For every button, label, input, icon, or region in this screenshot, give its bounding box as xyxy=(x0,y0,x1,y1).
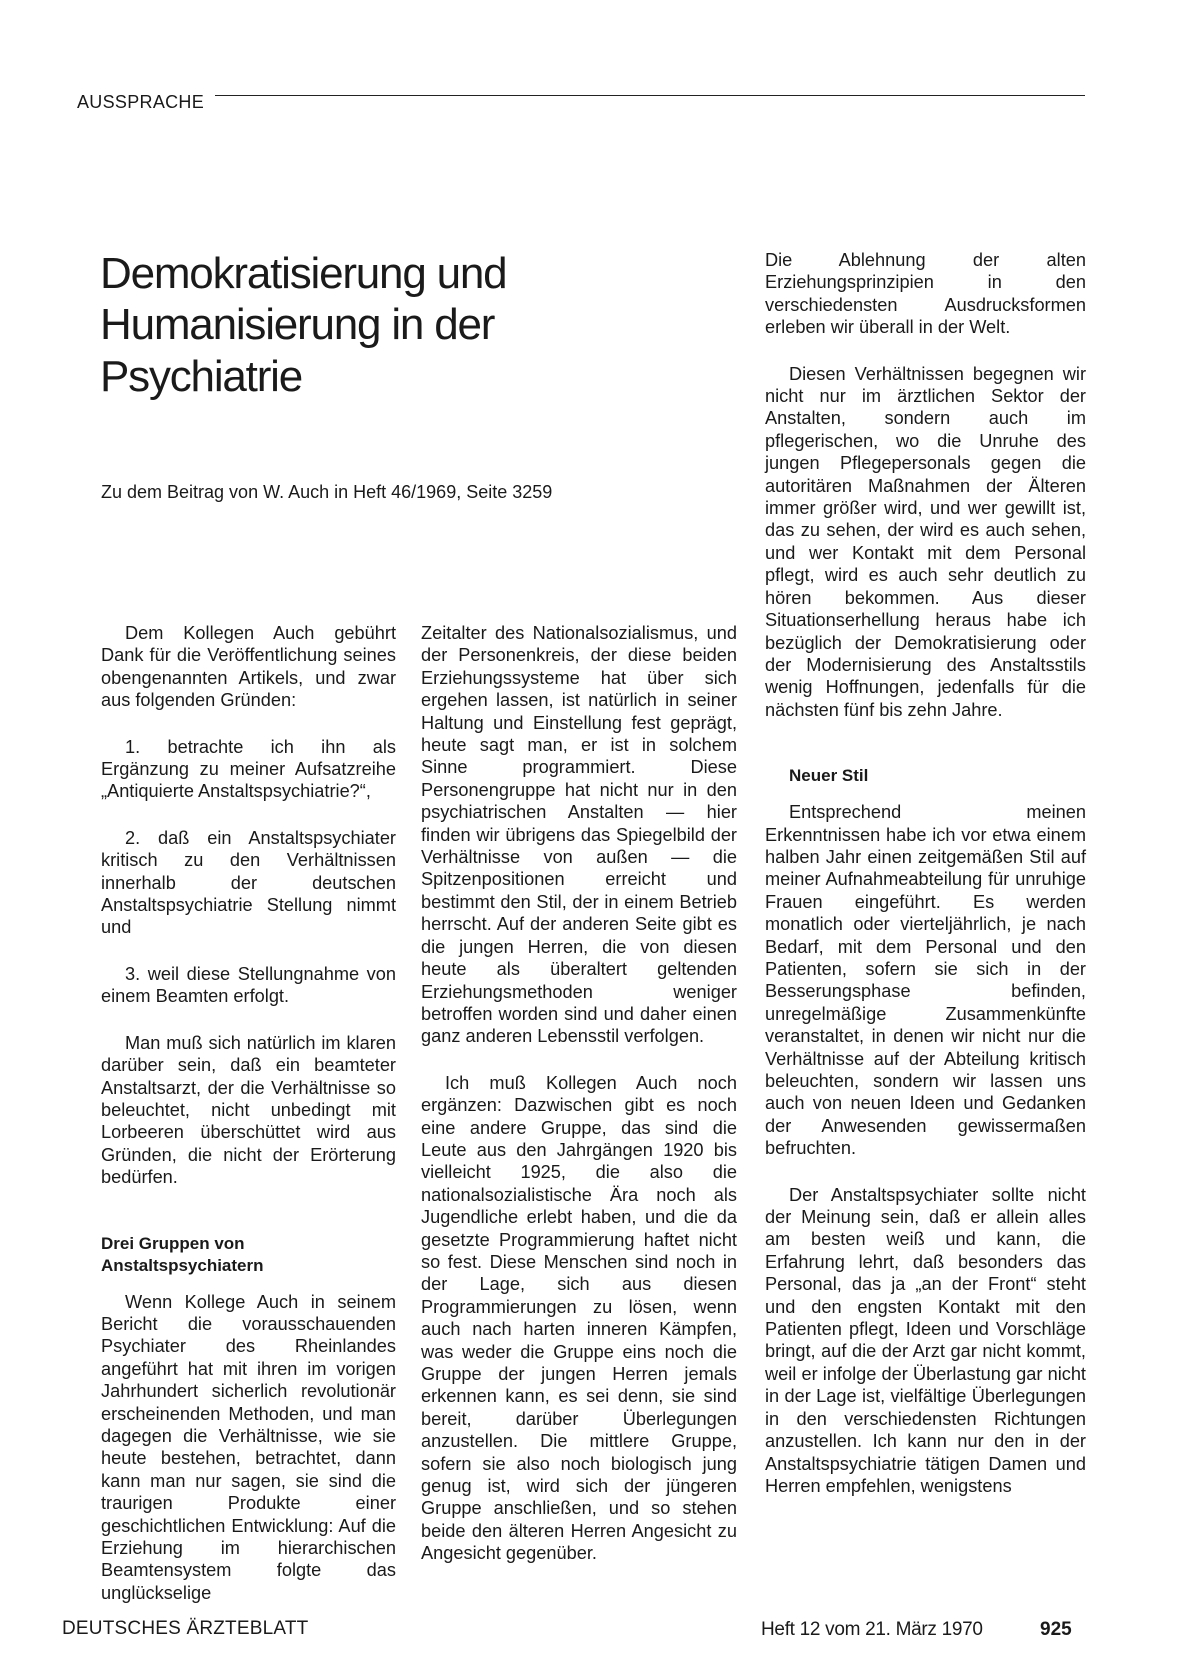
paragraph: Die Ablehnung der alten Erziehungsprinzipien in den verschiedensten Ausdrucksformen erleben wir überall in der Welt. xyxy=(765,250,1086,338)
paragraph: Wenn Kollege Auch in seinem Bericht die vorausschauenden Psychiater des Rheinlandes angeführt hat mit ihren im vorigen Jahrhundert sicherlich revolutionär erscheinenden Methoden, und man dagegen die Verhältnisse, wie sie heute bestehen, betrachtet, dann kann man nur sagen, sie sind die traurigen Produkte einer geschichtlichen Entwicklung: Auf die Erziehung im hierarchischen Beamtensystem folgte das unglückselige xyxy=(101,1291,396,1603)
text-column-2 xyxy=(421,622,737,1589)
paragraph: Der Anstaltspsychiater sollte nicht der Meinung sein, daß er allein alles am besten weiß und kann, die Erfahrung lehrt, daß besonders das Personal, das ja „an der Front“ steht und den engsten Kontakt mit den Patienten pflegt, Ideen und Vorschläge bringt, auf die der Arzt gar nicht kommt, weil er infolge der Überlastung gar nicht in der Lage ist, vielfältige Überlegungen in den verschiedensten Richtungen anzustellen. Ich kann nur den in der Anstaltspsychiatrie tätigen Damen und Herren empfehlen, wenigstens xyxy=(765,1184,1086,1496)
paragraph: Dem Kollegen Auch gebührt Dank für die Veröffentlichung seines obengenannten Artikels, und zwar aus folgenden Gründen: xyxy=(101,623,396,711)
article-subtitle: Zu dem Beitrag von W. Auch in Heft 46/1969, Seite 3259 xyxy=(101,482,553,502)
paragraph: Man muß sich natürlich im klaren darüber sein, daß ein beamteter Anstaltsarzt, der die Verhältnisse so beleuchtet, nicht unbedingt mit Lorbeeren überschüttet wird aus Gründen, die nicht der Erörterung bedürfen. xyxy=(101,1032,396,1188)
section-heading: Drei Gruppen von Anstaltspsychiatern xyxy=(101,1233,264,1275)
list-item: 1. betrachte ich ihn als Ergänzung zu meiner Aufsatzreihe „Antiquierte Anstaltspsychiatrie?“, xyxy=(101,736,396,802)
paragraph: Zeitalter des Nationalsozialismus, und der Personenkreis, der diese beiden Erziehungssysteme hat über sich ergehen lassen, ist natürlich in seiner Haltung und Einstellung fest geprägt, heute sagt man, er ist in solchem Sinne programmiert. Diese Personengruppe hat nicht nur in den psychiatrischen Anstalten — hier finden wir übrigens das Spiegelbild der Verhältnisse von außen — die Spitzenpositionen erreicht und bestimmt den Stil, der in einem Betrieb herrscht. Auf der anderen Seite gibt es die jungen Herren, die von diesen heute als überaltert geltenden Erziehungsmethoden weniger betroffen worden sind und daher einen ganz anderen Lebensstil verfolgen. xyxy=(421,623,737,1047)
text-column-1 xyxy=(101,622,396,1628)
list-item: 2. daß ein Anstaltspsychiater kritisch zu den Verhältnissen innerhalb der deutschen Anstaltspsychiatrie Stellung nimmt und xyxy=(101,827,396,938)
paragraph: Entsprechend meinen Erkenntnissen habe ich vor etwa einem halben Jahr einen zeitgemäßen Stil auf meiner Aufnahmeabteilung für unruhige Frauen eingeführt. Es werden monatlich oder vierteljährlich, je nach Bedarf, mit dem Personal und den Patienten, sofern sie sich in der Besserungsphase befinden, unregelmäßige Zusammenkünfte veranstaltet, in denen wir nicht nur die Verhältnisse auf der Abteilung kritisch beleuchten, sondern wir lassen uns auch von neuen Ideen und Gedanken der Anwesenden gewissermaßen befruchten. xyxy=(765,802,1086,1159)
text-column-3 xyxy=(765,249,1086,1521)
footer-journal-name: DEUTSCHES ÄRZTEBLATT xyxy=(62,1618,309,1639)
page-number: 925 xyxy=(1040,1619,1072,1640)
header-rule xyxy=(215,95,1085,96)
paragraph: Ich muß Kollegen Auch noch ergänzen: Dazwischen gibt es noch eine andere Gruppe, das sind die Leute aus den Jahrgängen 1920 bis vielleicht 1925, die also die nationalsozialistische Ära noch als Jugendliche erlebt haben, und die da gesetzte Programmierung haftet nicht so fest. Diese Menschen sind noch in der Lage, sich aus diesen Programmierungen zu lösen, wenn auch nach harten inneren Kämpfen, was weder die Gruppe eins noch die Gruppe der jungen Herren jemals erkennen kann, es sei denn, sie sind bereit, darüber Überlegungen anzustellen. Die mittlere Gruppe, sofern sie also noch biologisch jung genug ist, wird sich der jüngeren Gruppe anschließen, und so stehen beide den älteren Herren Angesicht zu Angesicht gegenüber. xyxy=(421,1072,737,1564)
section-heading: Neuer Stil xyxy=(789,766,869,786)
footer-issue: Heft 12 vom 21. März 1970 xyxy=(761,1619,983,1640)
section-label: AUSSPRACHE xyxy=(77,92,205,112)
list-item: 3. weil diese Stellungnahme von einem Beamten erfolgt. xyxy=(101,963,396,1007)
paragraph: Diesen Verhältnissen begegnen wir nicht nur im ärztlichen Sektor der Anstalten, sondern auch im pflegerischen, wo die Unruhe des jungen Pflegepersonals gegen die autoritären Maßnahmen der Älteren immer größer wird, und wer gewillt ist, das zu sehen, der wird es auch sehen, und wer Kontakt mit dem Personal pflegt, wird es auch sehr deutlich zu hören bekommen. Aus dieser Situationserhellung heraus habe ich bezüglich der Demokratisierung oder der Modernisierung des Anstaltsstils wenig Hoffnungen, jedenfalls für die nächsten fünf bis zehn Jahre. xyxy=(765,363,1086,720)
article-title: Demokratisierung und Humanisierung in der Psychiatrie xyxy=(100,249,507,401)
